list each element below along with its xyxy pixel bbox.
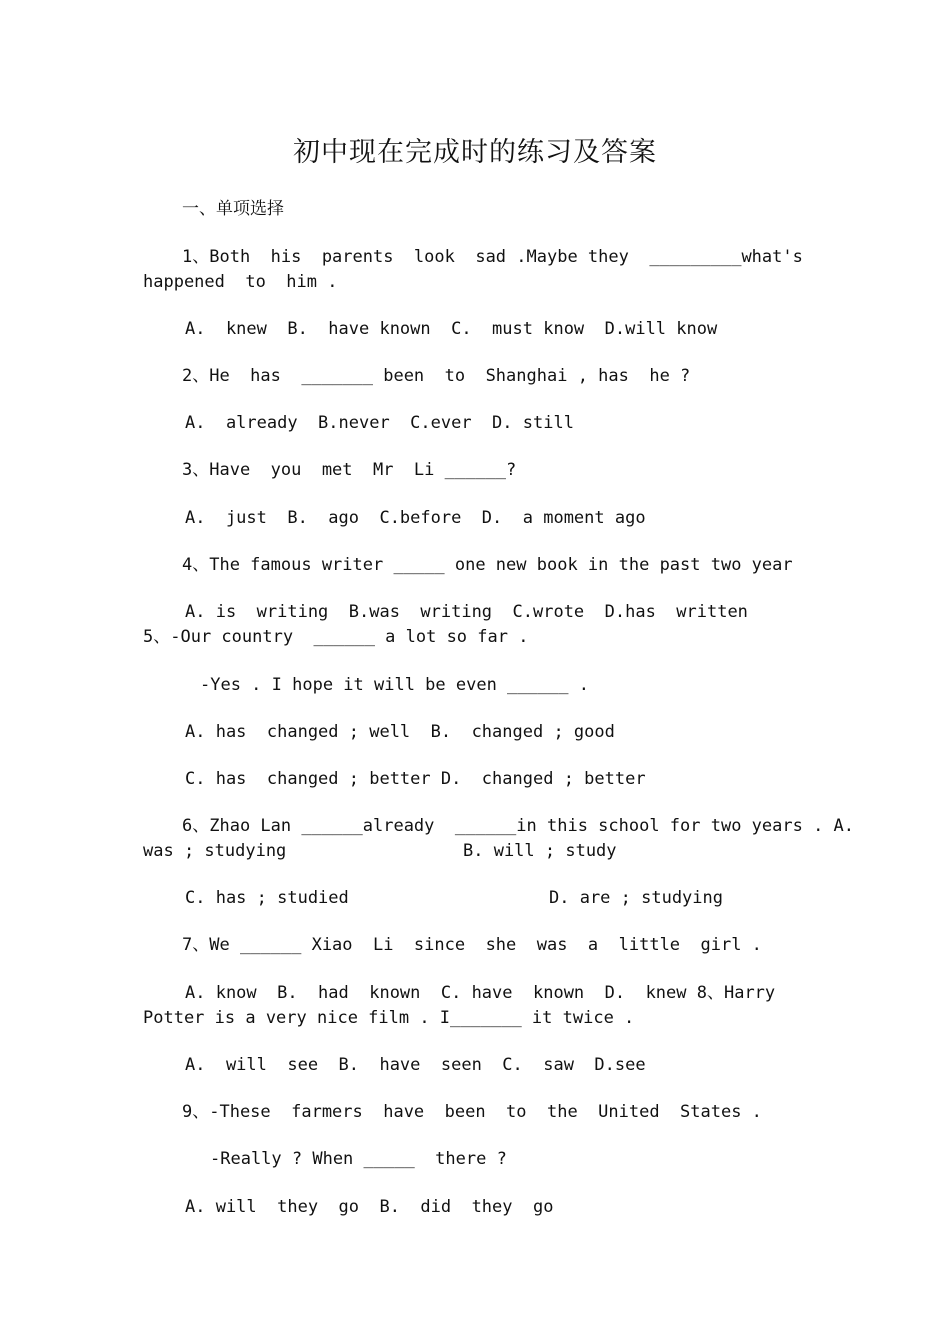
question-4-stem: 4、The famous writer _____ one new book in the past two year — [182, 555, 793, 575]
question-5-stem: 5、-Our country ______ a lot so far . — [143, 627, 529, 647]
question-7-stem: 7、We ______ Xiao Li since she was a little girl . — [182, 935, 762, 955]
question-2-options: A. already B.never C.ever D. still — [185, 413, 574, 433]
question-1-stem: 1、Both his parents look sad .Maybe they _________what's — [182, 247, 803, 267]
question-3-stem: 3、Have you met Mr Li ______? — [182, 460, 517, 480]
question-3-options: A. just B. ago C.before D. a moment ago — [185, 508, 646, 528]
question-9-options: A. will they go B. did they go — [185, 1197, 554, 1217]
question-8-options: A. will see B. have seen C. saw D.see — [185, 1055, 646, 1075]
question-8-stem: Potter is a very nice film . I_______ it twice . — [143, 1008, 635, 1028]
question-9-reply: -Really ? When _____ there ? — [210, 1149, 507, 1169]
page-title: 初中现在完成时的练习及答案 — [293, 137, 657, 168]
question-7-options: A. know B. had known C. have known D. knew 8、Harry — [185, 983, 776, 1003]
section-heading: 一、单项选择 — [182, 199, 284, 219]
question-5-options-ab: A. has changed ; well B. changed ; good — [185, 722, 615, 742]
question-4-options: A. is writing B.was writing C.wrote D.has written — [185, 602, 748, 622]
question-6-option-c: C. has ; studied — [185, 888, 349, 908]
question-5-options-cd: C. has changed ; better D. changed ; better — [185, 769, 646, 789]
question-6-option-b: B. will ; study — [463, 841, 617, 861]
question-5-reply: -Yes . I hope it will be even ______ . — [200, 675, 589, 695]
question-6-option-d: D. are ; studying — [549, 888, 723, 908]
question-6-stem: 6、Zhao Lan ______already ______in this school for two years . A. — [182, 816, 855, 836]
question-1-options: A. knew B. have known C. must know D.will know — [185, 319, 718, 339]
question-9-stem: 9、-These farmers have been to the United States . — [182, 1102, 762, 1122]
question-2-stem: 2、He has _______ been to Shanghai , has he ? — [182, 366, 691, 386]
question-1-stem-cont: happened to him . — [143, 272, 338, 292]
question-6-option-a: was ; studying — [143, 841, 287, 861]
